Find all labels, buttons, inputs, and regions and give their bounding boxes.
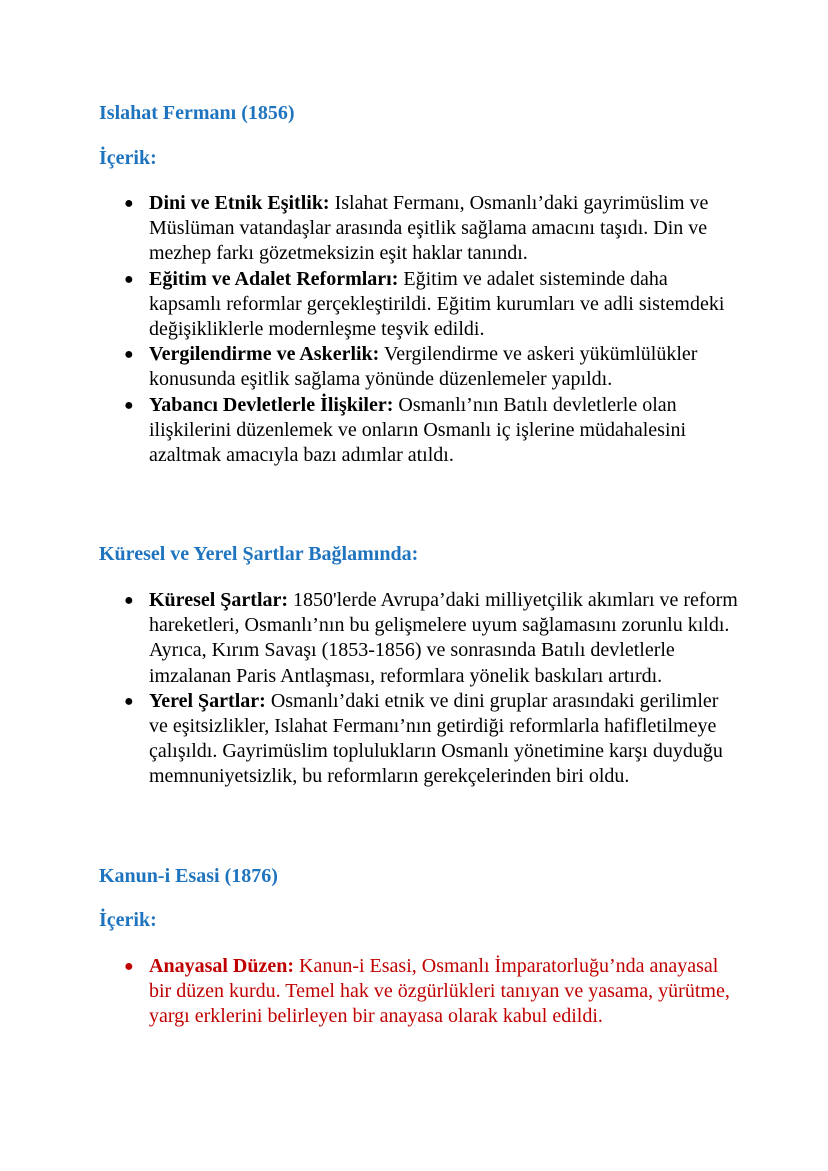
conditions-list [0,588,828,790]
item-term: Küresel Şartlar: [149,589,289,611]
item-text: Eğitim ve adalet sisteminde daha kapsamlı reformlar gerçekleştirildi. Eğitim kurumları ve adli sistemdeki değişikliklerle modernleşme teşvik edildi. [149,267,725,341]
bullet-dot-icon: ● [124,270,134,288]
bullet-dot-icon: ● [124,958,134,975]
item-text: Osmanlı’daki etnik ve dini gruplar arasındaki gerilimler ve eşitsizlikler, Islahat Fermanı’nın getirdiği reformlarla hafifletilmeye çalışıldı. Gayrimüslim toplulukların Osmanlı yönetimine karşı duyduğu memnuniyetsizlik, bu reformların gerekçelerinden biri oldu. [149,689,723,788]
item-text: Islahat Fermanı, Osmanlı’daki gayrimüslim ve Müslüman vatandaşlar arasında eşitlik sağlama amacını taşıdı. Din ve mezhep farkı gözetmeksizin eşit haklar tanındı. [149,192,709,265]
kanun-content-list [0,954,828,1030]
list-item [0,191,828,267]
list-item [0,342,828,392]
item-text: 1850'lerde Avrupa’daki milliyetçilik akımları ve reform hareketleri, Osmanlı’nın bu gelişmelere uyum sağlamasını zorunlu kıldı. Ayrıca, Kırım Savaşı (1853-1856) ve sonrasında Batılı devletlerle imzalanan Paris Antlaşması, reformlara yönelik baskıları artırdı. [149,589,738,687]
bullet-dot-icon: ● [124,396,134,414]
subheading-content-1: İçerik: [99,147,157,169]
item-text: Vergilendirme ve askeri yükümlülükler konusunda eşitlik sağlama yönünde düzenlemeler yapıldı. [149,343,698,391]
subheading-content-2: İçerik: [99,909,157,931]
item-term: Vergilendirme ve Askerlik: [149,343,380,366]
section-heading-conditions: Küresel ve Yerel Şartlar Bağlamında: [99,543,419,565]
item-term: Yerel Şartlar: [149,689,266,712]
bullet-dot-icon: ● [124,692,134,710]
islahat-content-list [0,191,828,468]
list-item [0,393,828,469]
item-term: Anayasal Düzen: [149,955,295,977]
item-text: Kanun-i Esasi, Osmanlı İmparatorluğu’nda anayasal bir düzen kurdu. Temel hak ve özgürlükleri tanıyan ve yasama, yürütme, yargı erklerini belirleyen bir anayasa olarak kabul edildi. [149,955,730,1028]
list-item [0,267,828,343]
section-heading-islahat: Islahat Fermanı (1856) [99,102,295,124]
bullet-dot-icon: ● [124,346,134,364]
list-item [0,689,828,790]
list-item [0,588,828,689]
bullet-dot-icon: ● [124,592,134,609]
item-term: Yabancı Devletlerle İlişkiler: [149,393,394,416]
list-item [0,954,828,1030]
bullet-dot-icon: ● [124,195,134,212]
item-term: Eğitim ve Adalet Reformları: [149,267,399,290]
item-term: Dini ve Etnik Eşitlik: [149,192,330,214]
section-heading-kanun-i-esasi: Kanun-i Esasi (1876) [99,865,278,887]
item-text: Osmanlı’nın Batılı devletlerle olan ilişkilerini düzenlemek ve onların Osmanlı iç işlerine müdahalesini azaltmak amacıyla bazı adımlar atıldı. [149,393,687,467]
